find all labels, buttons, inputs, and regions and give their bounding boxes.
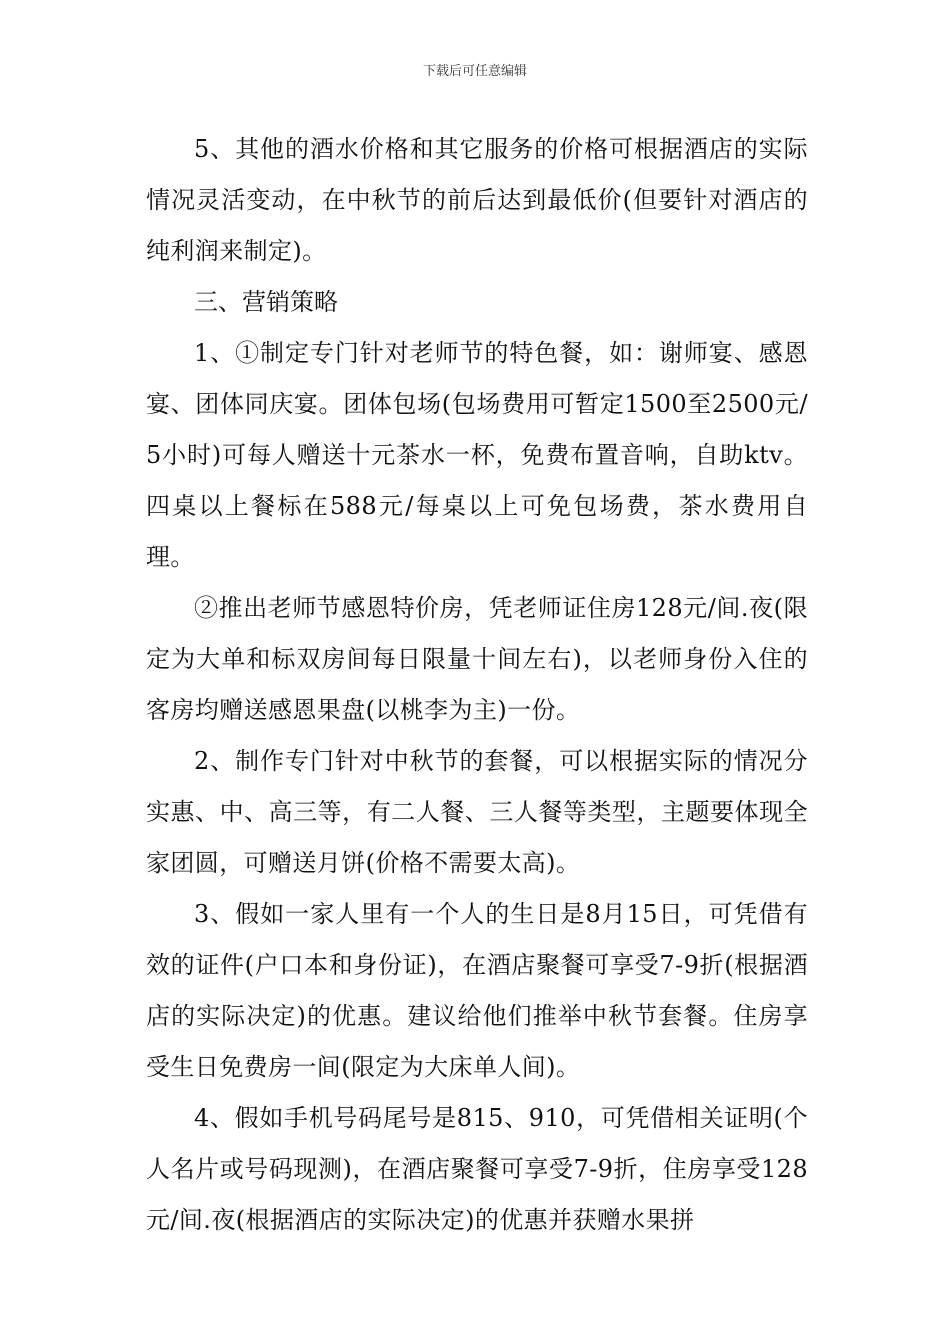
paragraph-teachers-day-rooms: ②推出老师节感恩特价房，凭老师证住房128元/间.夜(限定为大单和标双房间每日限量十间左右)，以老师身份入住的客房均赠送感恩果盘(以桃李为主)一份。 bbox=[146, 594, 808, 724]
paragraph-phone-number-offer: 4、假如手机号码尾号是815、910，可凭借相关证明(个人名片或号码现测)，在酒店聚餐可享受7-9折，住房享受128元/间.夜(根据酒店的实际决定)的优惠并获赠水果拼 bbox=[146, 1104, 808, 1234]
paragraph-price-flexibility: 5、其他的酒水价格和其它服务的价格可根据酒店的实际情况灵活变动，在中秋节的前后达到最低价(但要针对酒店的纯利润来制定)。 bbox=[146, 135, 808, 265]
section-heading-marketing-strategy: 三、营销策略 bbox=[194, 288, 338, 316]
document-body bbox=[146, 124, 808, 1246]
paragraph-teachers-day-meals: 1、①制定专门针对老师节的特色餐，如：谢师宴、感恩宴、团体同庆宴。团体包场(包场费用可暂定1500至2500元/5小时)可每人赠送十元茶水一杯，免费布置音响，自助ktv。四桌以上餐标在588元/每桌以上可免包场费，茶水费用自理。 bbox=[146, 339, 808, 571]
paragraph-mid-autumn-set-meal: 2、制作专门针对中秋节的套餐，可以根据实际的情况分实惠、中、高三等，有二人餐、三人餐等类型，主题要体现全家团圆，可赠送月饼(价格不需要太高)。 bbox=[146, 747, 808, 877]
paragraph-birthday-offer: 3、假如一家人里有一个人的生日是8月15日，可凭借有效的证件(户口本和身份证)，在酒店聚餐可享受7-9折(根据酒店的实际决定)的优惠。建议给他们推举中秋节套餐。住房享受生日免费房一间(限定为大床单人间)。 bbox=[146, 900, 808, 1081]
page-header: 下载后可任意编辑 bbox=[422, 64, 527, 79]
